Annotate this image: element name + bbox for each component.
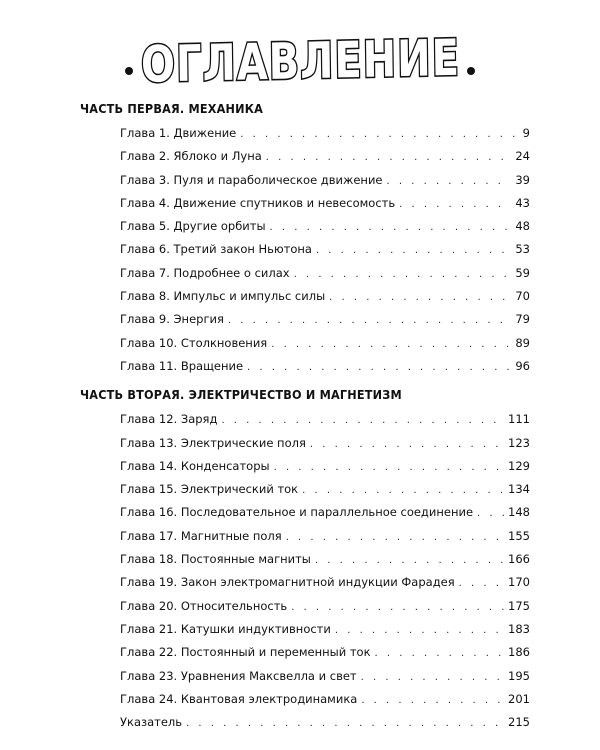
chapter-title: Глава 9. Энергия [120, 312, 224, 327]
chapter-title: Глава 19. Закон электромагнитной индукции Фарадея [120, 575, 455, 590]
chapter-title: Глава 3. Пуля и параболическое движение [120, 172, 383, 187]
page-number: 201 [508, 691, 530, 706]
toc-entry [120, 548, 530, 571]
toc-entry [120, 665, 530, 688]
dot-leader [274, 456, 504, 479]
chapter-list [80, 408, 530, 734]
toc-entry [120, 308, 530, 331]
chapter-title: Глава 24. Квантовая электродинамика [120, 691, 358, 706]
chapter-list [80, 122, 530, 378]
chapter-title: Глава 8. Импульс и импульс силы [120, 289, 326, 304]
toc-entry [120, 618, 530, 641]
chapter-title: Глава 4. Движение спутников и невесомость [120, 195, 396, 210]
toc-entry [120, 192, 530, 215]
toc-entry [120, 688, 530, 711]
dot-leader [240, 123, 518, 146]
toc-entry [120, 169, 530, 192]
dot-leader [375, 642, 505, 665]
dot-leader [310, 433, 504, 456]
toc-entry [120, 641, 530, 664]
chapter-title: Глава 16. Последовательное и параллельное соединение [120, 505, 474, 520]
toc-entry [120, 355, 530, 378]
dot-leader [361, 666, 504, 689]
toc-entry [120, 525, 530, 548]
toc-entry [120, 408, 530, 431]
chapter-title: Глава 14. Конденсаторы [120, 458, 270, 473]
dot-leader [294, 263, 512, 286]
page-number: 24 [515, 149, 530, 164]
dot-leader [247, 356, 511, 379]
chapter-title: Глава 23. Уравнения Максвелла и свет [120, 668, 357, 683]
chapter-title: Глава 21. Катушки индуктивности [120, 621, 331, 636]
page-number: 129 [508, 458, 530, 473]
toc-entry [120, 285, 530, 308]
page-number: 166 [508, 552, 530, 567]
page-number: 183 [508, 621, 530, 636]
dot-leader [335, 619, 504, 642]
dot-leader [329, 286, 511, 309]
chapter-title: Глава 22. Постоянный и переменный ток [120, 645, 371, 660]
page-number: 43 [515, 195, 530, 210]
toc-entry [120, 238, 530, 261]
chapter-title: Глава 5. Другие орбиты [120, 219, 266, 234]
chapter-title: Глава 6. Третий закон Ньютона [120, 242, 312, 257]
toc-entry [120, 432, 530, 455]
chapter-title: Глава 15. Электрический ток [120, 482, 299, 497]
page-number: 89 [515, 335, 530, 350]
title-text: ОГЛАВЛЕНИЕ [140, 29, 460, 95]
dot-leader [361, 689, 504, 712]
toc-entry [120, 595, 530, 618]
toc-entry [120, 262, 530, 285]
page-number: 155 [508, 528, 530, 543]
page-number: 215 [508, 715, 530, 730]
toc-entry [120, 145, 530, 168]
toc-entry [120, 571, 530, 594]
chapter-title: Глава 2. Яблоко и Луна [120, 149, 262, 164]
chapter-title: Указатель [120, 715, 183, 730]
toc-entry [120, 215, 530, 238]
dot-leader [315, 549, 504, 572]
chapter-title: Глава 13. Электрические поля [120, 435, 306, 450]
dot-leader [271, 333, 511, 356]
page-number: 9 [522, 126, 530, 140]
toc-entry [120, 455, 530, 478]
chapter-title: Глава 20. Относительность [120, 598, 288, 613]
title-bullet-left [125, 67, 133, 75]
part-heading: ЧАСТЬ ВТОРАЯ. ЭЛЕКТРИЧЕСТВО И МАГНЕТИЗМ [80, 387, 402, 403]
dot-leader [228, 309, 511, 332]
table-of-contents [80, 96, 530, 734]
page-number: 111 [508, 412, 530, 427]
chapter-title: Глава 12. Заряд [120, 412, 218, 427]
page-number: 170 [508, 575, 530, 590]
page-number: 48 [515, 219, 530, 234]
dot-leader [387, 170, 512, 193]
toc-entry [120, 711, 530, 734]
dot-leader [270, 216, 512, 239]
page-number: 53 [515, 242, 530, 257]
chapter-title: Глава 17. Магнитные поля [120, 528, 282, 543]
toc-entry [120, 332, 530, 355]
page-number: 134 [508, 482, 530, 497]
dot-leader [459, 572, 504, 595]
part-heading: ЧАСТЬ ПЕРВАЯ. МЕХАНИКА [80, 101, 264, 116]
chapter-title: Глава 18. Постоянные магниты [120, 552, 311, 567]
page-number: 186 [508, 645, 530, 660]
dot-leader [316, 239, 511, 262]
title-bullet-right [467, 67, 475, 75]
page-number: 148 [508, 505, 530, 520]
page-number: 70 [515, 289, 530, 304]
chapter-title: Глава 7. Подробнее о силах [120, 265, 290, 280]
toc-entry [120, 501, 530, 524]
dot-leader [221, 409, 504, 432]
toc-entry [120, 122, 530, 145]
dot-leader [266, 146, 512, 169]
page-number: 59 [515, 265, 530, 280]
chapter-title: Глава 11. Вращение [120, 358, 244, 373]
page-number: 175 [508, 598, 530, 613]
page-number: 39 [515, 172, 530, 187]
dot-leader [477, 502, 504, 525]
chapter-title: Глава 10. Столкновения [120, 335, 268, 350]
dot-leader [399, 193, 511, 216]
page-title [0, 29, 600, 95]
dot-leader [286, 526, 504, 549]
page-number: 123 [508, 435, 530, 450]
toc-entry [120, 478, 530, 501]
page-number: 195 [508, 668, 530, 683]
dot-leader [302, 479, 504, 502]
page-number: 96 [515, 358, 530, 373]
dot-leader [186, 712, 504, 735]
chapter-title: Глава 1. Движение [120, 126, 237, 140]
page-number: 79 [515, 312, 530, 327]
dot-leader [291, 596, 504, 619]
